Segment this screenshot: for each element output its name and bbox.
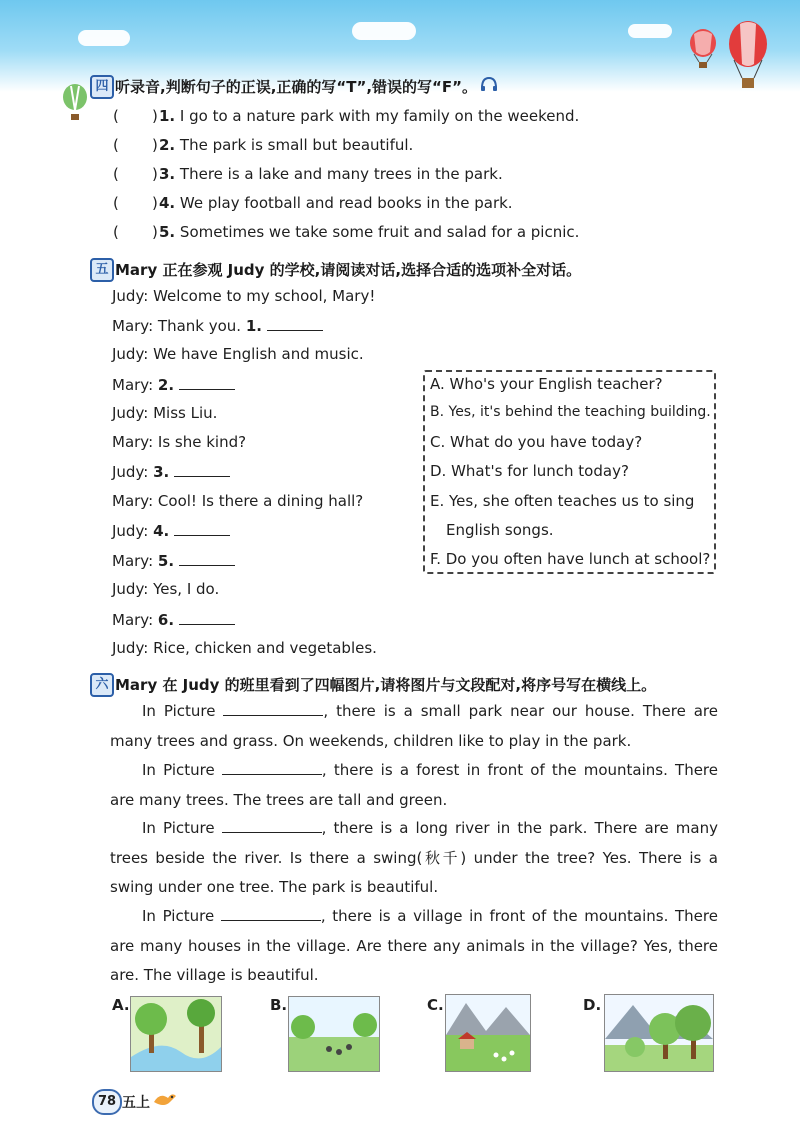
picture-paragraph: In Picture , there is a small park near our house. There are many trees and grass. On weekends, children like to play in the park. [110, 702, 718, 750]
dialogue-line: Judy: Miss Liu. [112, 404, 218, 422]
answer-blank[interactable] [174, 521, 230, 536]
section-4-item-text: 2. The park is small but beautiful. [159, 136, 414, 154]
answer-blank[interactable] [221, 906, 321, 921]
answer-paren-open[interactable]: ( [113, 165, 119, 183]
answer-paren-open[interactable]: ( [113, 136, 119, 154]
section-5-instruction: Mary 正在参观 Judy 的学校,请阅读对话,选择合适的选项补全对话。 [115, 261, 582, 279]
dialogue-line: Mary: Cool! Is there a dining hall? [112, 492, 364, 510]
dialogue-line: Mary: Thank you. 1. [112, 316, 323, 335]
answer-blank[interactable] [267, 316, 323, 331]
hot-air-balloon-icon [728, 20, 768, 92]
dialogue-line: Mary: 6. [112, 610, 235, 629]
option-e-continued: English songs. [446, 521, 554, 539]
dialogue-line: Judy: Rice, chicken and vegetables. [112, 639, 377, 657]
answer-paren-open[interactable]: ( [113, 107, 119, 125]
answer-paren-close: ) [152, 136, 158, 154]
option-c: C. What do you have today? [430, 433, 643, 451]
dialogue-line: Judy: We have English and music. [112, 345, 364, 363]
option-d: D. What's for lunch today? [430, 462, 629, 480]
answer-blank[interactable] [222, 760, 322, 775]
section-4-item-text: 4. We play football and read books in the park. [159, 194, 513, 212]
cloud-icon [628, 24, 672, 38]
options-box [423, 370, 716, 574]
section-6-number-badge: 六 [90, 673, 114, 697]
section-4-instruction: 听录音,判断句子的正误,正确的写“T”,错误的写“F”。 [115, 78, 478, 96]
section-6-instruction: Mary 在 Judy 的班里看到了四幅图片,请将图片与文段配对,将序号写在横线上。 [115, 676, 657, 694]
answer-blank[interactable] [174, 462, 230, 477]
option-b: B. Yes, it's behind the teaching building. [430, 404, 711, 420]
dialogue-line: Judy: Welcome to my school, Mary! [112, 287, 376, 305]
answer-paren-close: ) [152, 223, 158, 241]
dialogue-line: Mary: Is she kind? [112, 433, 247, 451]
answer-paren-close: ) [152, 194, 158, 212]
headphones-icon [480, 76, 498, 92]
dialogue-line: Judy: 3. [112, 462, 230, 481]
answer-blank[interactable] [223, 701, 323, 716]
picture-paragraph: In Picture , there is a long river in the park. There are many trees beside the river. Is there a swing(秋千) under the tree? Yes. There is a swing under one tree. The park is beautiful. [110, 819, 718, 896]
river-park-picture [130, 996, 222, 1072]
picture-label-b: B. [270, 996, 288, 1014]
answer-paren-open[interactable]: ( [113, 223, 119, 241]
hot-air-balloon-icon [688, 28, 718, 72]
picture-paragraph: In Picture , there is a forest in front of the mountains. There are many trees. The trees are tall and green. [110, 761, 718, 809]
section-4-number-badge: 四 [90, 75, 114, 99]
cloud-icon [352, 22, 416, 40]
cloud-icon [78, 30, 130, 46]
option-a: A. Who's your English teacher? [430, 375, 663, 393]
picture-paragraph: In Picture , there is a village in front of the mountains. There are many houses in the village. Are there any animals in the village? Yes, there are. The village is beautiful. [110, 907, 718, 984]
page-number: 78 [92, 1089, 122, 1115]
bird-icon [152, 1088, 178, 1110]
dialogue-line: Judy: 4. [112, 521, 230, 540]
picture-label-c: C. [427, 996, 444, 1014]
section-5-number-badge: 五 [90, 258, 114, 282]
hot-air-balloon-icon [62, 84, 88, 122]
answer-paren-open[interactable]: ( [113, 194, 119, 212]
answer-blank[interactable] [222, 818, 322, 833]
picture-label-d: D. [583, 996, 602, 1014]
answer-blank[interactable] [179, 551, 235, 566]
dialogue-line: Mary: 2. [112, 375, 235, 394]
dialogue-line: Judy: Yes, I do. [112, 580, 220, 598]
section-4-item-text: 3. There is a lake and many trees in the park. [159, 165, 503, 183]
answer-paren-close: ) [152, 107, 158, 125]
section-4-item-text: 1. I go to a nature park with my family on the weekend. [159, 107, 580, 125]
answer-paren-close: ) [152, 165, 158, 183]
grade-label: 五上 [122, 1095, 150, 1111]
option-e: E. Yes, she often teaches us to sing [430, 492, 695, 510]
forest-mountain-picture [604, 994, 714, 1072]
answer-blank[interactable] [179, 375, 235, 390]
option-f: F. Do you often have lunch at school? [430, 550, 711, 568]
dialogue-line: Mary: 5. [112, 551, 235, 570]
section-4-item-text: 5. Sometimes we take some fruit and salad for a picnic. [159, 223, 580, 241]
small-park-picture [288, 996, 380, 1072]
answer-blank[interactable] [179, 610, 235, 625]
picture-label-a: A. [112, 996, 130, 1014]
village-picture [445, 994, 531, 1072]
